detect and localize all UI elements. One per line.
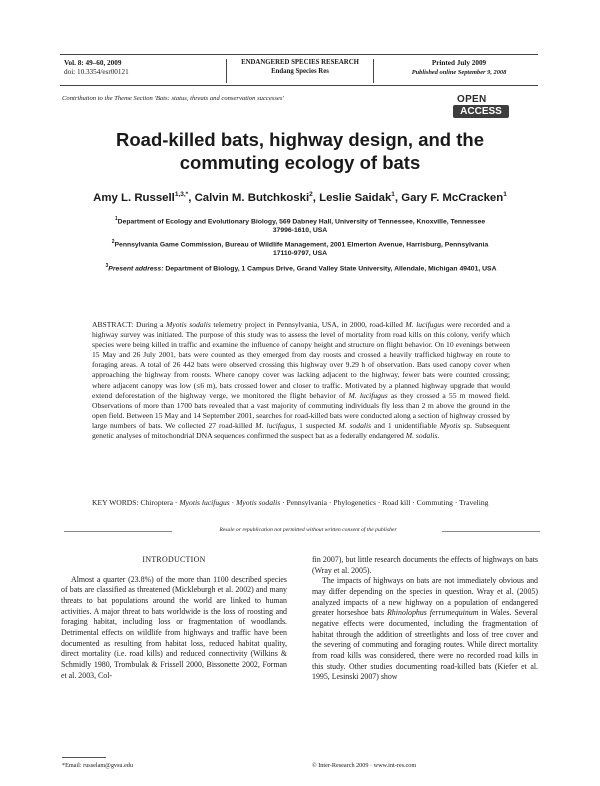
affiliation-1 [104, 215, 496, 236]
keyword: Commuting [416, 498, 453, 507]
online-date: Published online September 9, 2008 [411, 69, 507, 76]
keyword: Myotis sodalis [236, 498, 281, 507]
header-journal [226, 59, 374, 83]
abstract-text: During a [135, 320, 167, 329]
affiliation-number: 1 [114, 216, 118, 222]
author-affil-mark: 1,3,* [174, 191, 189, 198]
body-text: The impacts of highways on bats are not immediately obvious and may differ depending on the species in question. Wray et al. (2005) analyzed impacts of a new highway on a population of endangered greater horseshoe bats [312, 576, 538, 618]
header-right [384, 59, 534, 77]
keywords-label: KEY WORDS: [92, 498, 139, 507]
open-access-badge [453, 93, 511, 119]
footnote-rule [62, 757, 106, 758]
author-affil-mark: 1 [391, 191, 395, 198]
abstract-text: and 1 unidentifiable [371, 420, 440, 430]
author-list: Amy L. Russell$^{1,3,*}$, Calvin M. Butchkoski$^2$, Leslie Saidak$^1$, Gary F. McCracken$^1$ [93, 191, 507, 204]
journal-abbrev: Endang Species Res [271, 67, 329, 75]
affiliation-3 [64, 262, 538, 273]
volume-info: Vol. 8: 49–60, 2009 [64, 59, 122, 67]
open-access-line2: ACCESS [453, 105, 509, 118]
divider [64, 531, 172, 532]
author-name: Leslie Saidak [319, 191, 392, 204]
header-left [64, 59, 129, 77]
keyword: Road kill [382, 498, 411, 507]
abstract-text: telemetry project in Pennsylvania, USA, in 2000, road-killed [210, 320, 406, 329]
keyword: Pennsylvania [286, 498, 328, 507]
article-title [60, 128, 540, 174]
species-name: M. sodalis [338, 420, 372, 430]
body-text: in Wales. Several negative effects were documented, including the fragmentation of habitat through the addition of streetlights and loss of tree cover and the severing of commuting and foraging routes. While direct mortality from road kills was considered, there were no recorded road kills in this study. Other studies documenting road-killed bats (Kiefer et al. 1995, Lesinski 2007) show [312, 608, 538, 682]
keyword: Traveling [459, 498, 489, 507]
species-name: Myotis sodalis [166, 320, 211, 329]
section-heading-introduction: INTRODUCTION [142, 555, 206, 564]
title-line-2: commuting ecology of bats [179, 152, 421, 173]
author-affil-mark: 2 [309, 191, 313, 198]
keyword-separator: · [280, 498, 287, 507]
body-paragraph: fin 2007), but little research documents the effects of highways on bats (Wray et al. 2005). [312, 555, 538, 575]
author-name: Calvin M. Butchkoski [194, 191, 310, 204]
abstract [92, 320, 510, 441]
species-name: Rhinolophus ferrumequinum [386, 608, 479, 618]
printed-date: Printed July 2009 [431, 59, 487, 67]
body-column-right [312, 555, 538, 683]
doi[interactable]: doi: 10.3354/esr00121 [64, 68, 129, 76]
body-column-left [61, 555, 287, 681]
divider [442, 531, 540, 532]
keyword-separator: · [229, 498, 237, 507]
open-access-line1: OPEN [457, 94, 487, 105]
journal-header [60, 54, 538, 86]
journal-name: ENDANGERED SPECIES RESEARCH [241, 59, 359, 66]
species-name: M. sodalis [405, 431, 438, 441]
abstract-text: , 1 suspected [294, 420, 339, 430]
keyword-separator: · [327, 498, 334, 507]
author-name: Amy L. Russell [93, 191, 175, 204]
abstract-text: were recorded and a highway survey was initiated. The purpose of this study was to assess the level of mortality from road kills on this colony, verify which species were being killed in traffic and examine the influence of canopy height and structure on flight behavior. On 10 evenings between 15 May and 26 July 2001, bats were counted as they emerged from day roosts and crossed a heavily trafficked highway en route to foraging areas. A total of 26 442 bats were observed crossing this highway over 9.29 h of observation. Bats used canopy cover when approaching the highway from roosts. Where canopy cover was lacking adjacent to the highway, fewer bats were counted crossing; where adjacent canopy was low (≤6 m), bats crossed lower and closer to traffic. Motivated by a planned highway upgrade that would extend deforestation of the highway verge, we monitored the flight behavior of [92, 320, 510, 400]
species-name: Myotis [439, 420, 461, 430]
affiliation-2 [104, 238, 496, 259]
keyword-separator: · [410, 498, 417, 507]
keyword: Chiroptera [140, 498, 174, 507]
title-line-1: Road-killed bats, highway design, and the [116, 129, 484, 150]
affiliation-text: Pennsylvania Game Commission, Bureau of Wildlife Management, 2001 Elmerton Avenue, Harrisburg, Pennsylvania 17110-9797, USA [114, 241, 489, 258]
author-affil-mark: 1 [503, 191, 507, 198]
abstract-text: as they crossed a 55 m mowed field. Observations of more than 1700 bats revealed that a vast majority of commuting individuals fly less than 2 m above the ground in the open field. Between 15 May and 14 September 2001, searches for road-killed bats were conducted along a section of highway crossed by large numbers of bats. We collected 27 road-killed [92, 390, 510, 430]
affiliation-number: 3 [105, 263, 109, 269]
author-name: Gary F. McCracken [401, 191, 504, 204]
keywords [92, 498, 510, 508]
abstract-label: ABSTRACT: [92, 320, 134, 329]
species-name: M. lucifugus [405, 320, 445, 329]
abstract-text: sp. Subsequent genetic analyses of mitochondrial DNA sequences confirmed the suspect bat as a federally endangered [92, 420, 510, 441]
abstract-text: . [437, 431, 440, 441]
keyword: Myotis lucifugus [179, 498, 230, 507]
body-paragraph [312, 576, 538, 683]
keyword-separator: · [375, 498, 383, 507]
copyright-notice: © Inter-Research 2009 · www.int-res.com [312, 762, 417, 769]
resale-notice-text: Resale or republication not permitted without written consent of the publisher [219, 527, 397, 533]
species-name: M. lucifugus [255, 420, 295, 430]
theme-section-note: Contribution to the Theme Section 'Bats: status, threats and conservation successes' [62, 95, 284, 102]
affiliation-number: 2 [111, 239, 115, 245]
corresponding-email[interactable]: *Email: russelam@gvsu.edu [62, 762, 133, 769]
body-paragraph: Almost a quarter (23.8%) of the more than 1100 described species of bats are classified as threatened (Mickleburgh et al. 2002) and many threats to bat populations around the world are linked to human activities. A major threat to bats worldwide is the loss of roosting and foraging habitat, including loss or fragmentation of woodlands. Detrimental effects on wildlife from highways and traffic have been documented as resulting from habitat loss, reduced habitat quality, direct mortality (i.e. road kills) and reduced connectivity (Wilkins & Schmidly 1980, Trombulak & Frissell 2000, Bissonette 2002, Forman et al. 2003, Col- [61, 574, 287, 680]
keyword: Phylogenetics [333, 498, 376, 507]
keyword-separator: · [173, 498, 180, 507]
present-address-label: Present address: [108, 265, 164, 273]
affiliation-text: Department of Ecology and Evolutionary Biology, 569 Dabney Hall, University of Tennessee, Knoxville, Tennessee 37996-1610, USA [117, 218, 486, 235]
resale-notice [64, 526, 540, 536]
keyword-separator: · [452, 498, 460, 507]
species-name: M. lucifugus [348, 390, 388, 400]
affiliation-text: Department of Biology, 1 Campus Drive, Grand Valley State University, Allendale, Michigan 49401, USA [165, 265, 497, 273]
